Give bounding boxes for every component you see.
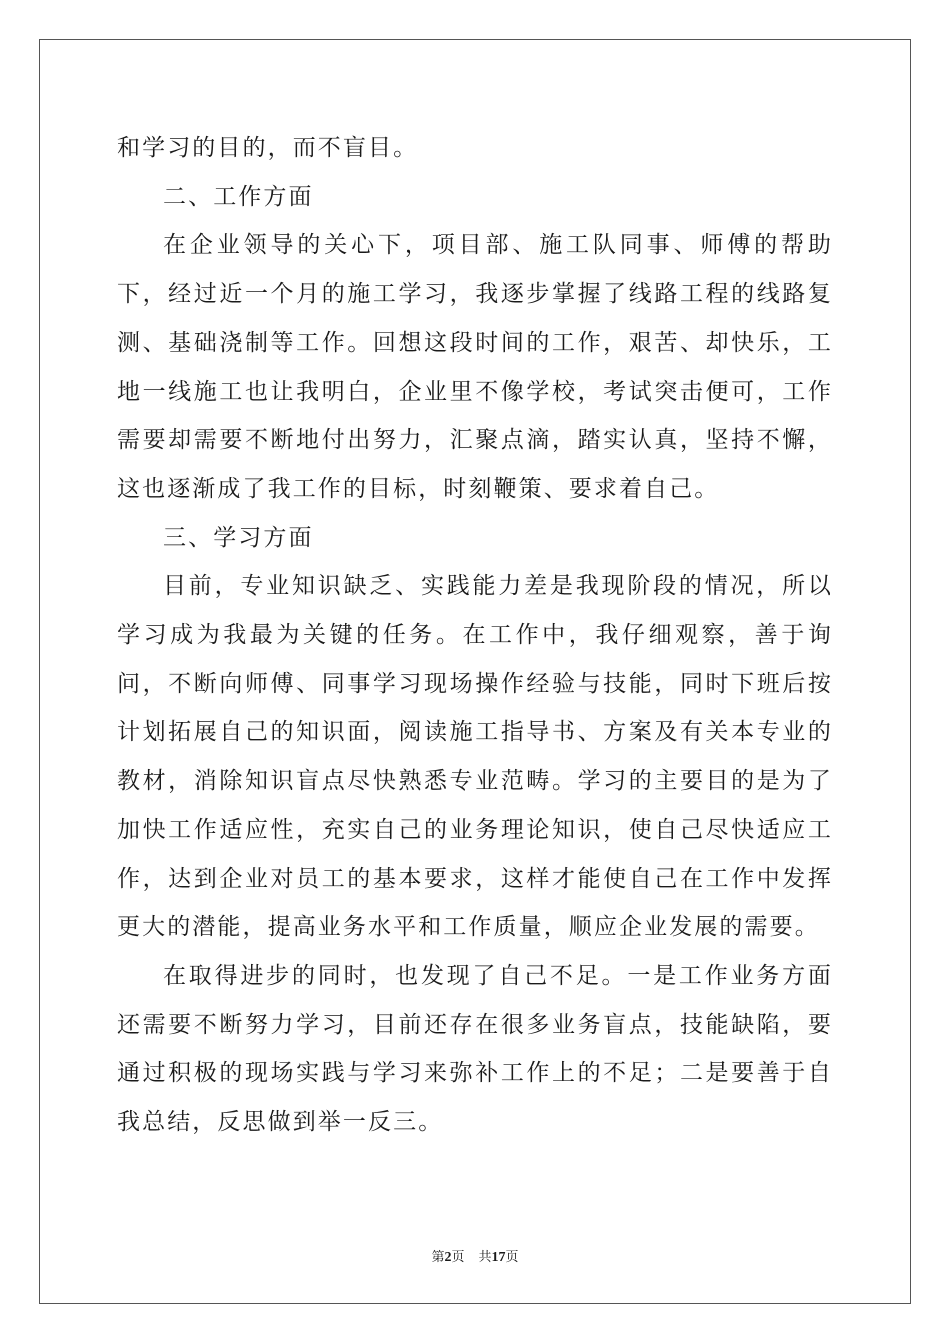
page-footer <box>0 1246 950 1266</box>
paragraph-continued: 和学习的目的，而不盲目。 <box>117 135 419 161</box>
page-total-number: 17 <box>491 1250 506 1265</box>
paragraph-work: 在企业领导的关心下，项目部、施工队同事、师傅的帮助下，经过近一个月的施工学习，我逐步掌握了线路工程的线路复测、基础浇制等工作。回想这段时间的工作，艰苦、却快乐，工地一线施工也让我明白，企业里不像学校，考试突击便可，工作需要却需要不断地付出努力，汇聚点滴，踏实认真，坚持不懈，这也逐渐成了我工作的目标，时刻鞭策、要求着自己。 <box>117 232 833 502</box>
section-heading-work: 二、工作方面 <box>163 183 314 210</box>
page-current-number: 2 <box>444 1250 452 1265</box>
document-body <box>117 124 833 1147</box>
section-heading-study: 三、学习方面 <box>163 524 314 551</box>
page-unit: 页 <box>451 1250 465 1265</box>
paragraph-shortcomings: 在取得进步的同时，也发现了自己不足。一是工作业务方面还需要不断努力学习，目前还存在很多业务盲点，技能缺陷，要通过积极的现场实践与学习来弥补工作上的不足；二是要善于自我总结，反思做到举一反三。 <box>117 962 833 1136</box>
total-unit: 页 <box>505 1250 519 1265</box>
total-prefix: 共 <box>478 1250 492 1265</box>
paragraph-study: 目前，专业知识缺乏、实践能力差是我现阶段的情况，所以学习成为我最为关键的任务。在工作中，我仔细观察，善于询问，不断向师傅、同事学习现场操作经验与技能，同时下班后按计划拓展自己的知识面，阅读施工指导书、方案及有关本专业的教材，消除知识盲点尽快熟悉专业范畴。学习的主要目的是为了加快工作适应性，充实自己的业务理论知识，使自己尽快适应工作，达到企业对员工的基本要求，这样才能使自己在工作中发挥更大的潜能，提高业务水平和工作质量，顺应企业发展的需要。 <box>117 573 833 941</box>
page-prefix: 第 <box>431 1250 445 1265</box>
